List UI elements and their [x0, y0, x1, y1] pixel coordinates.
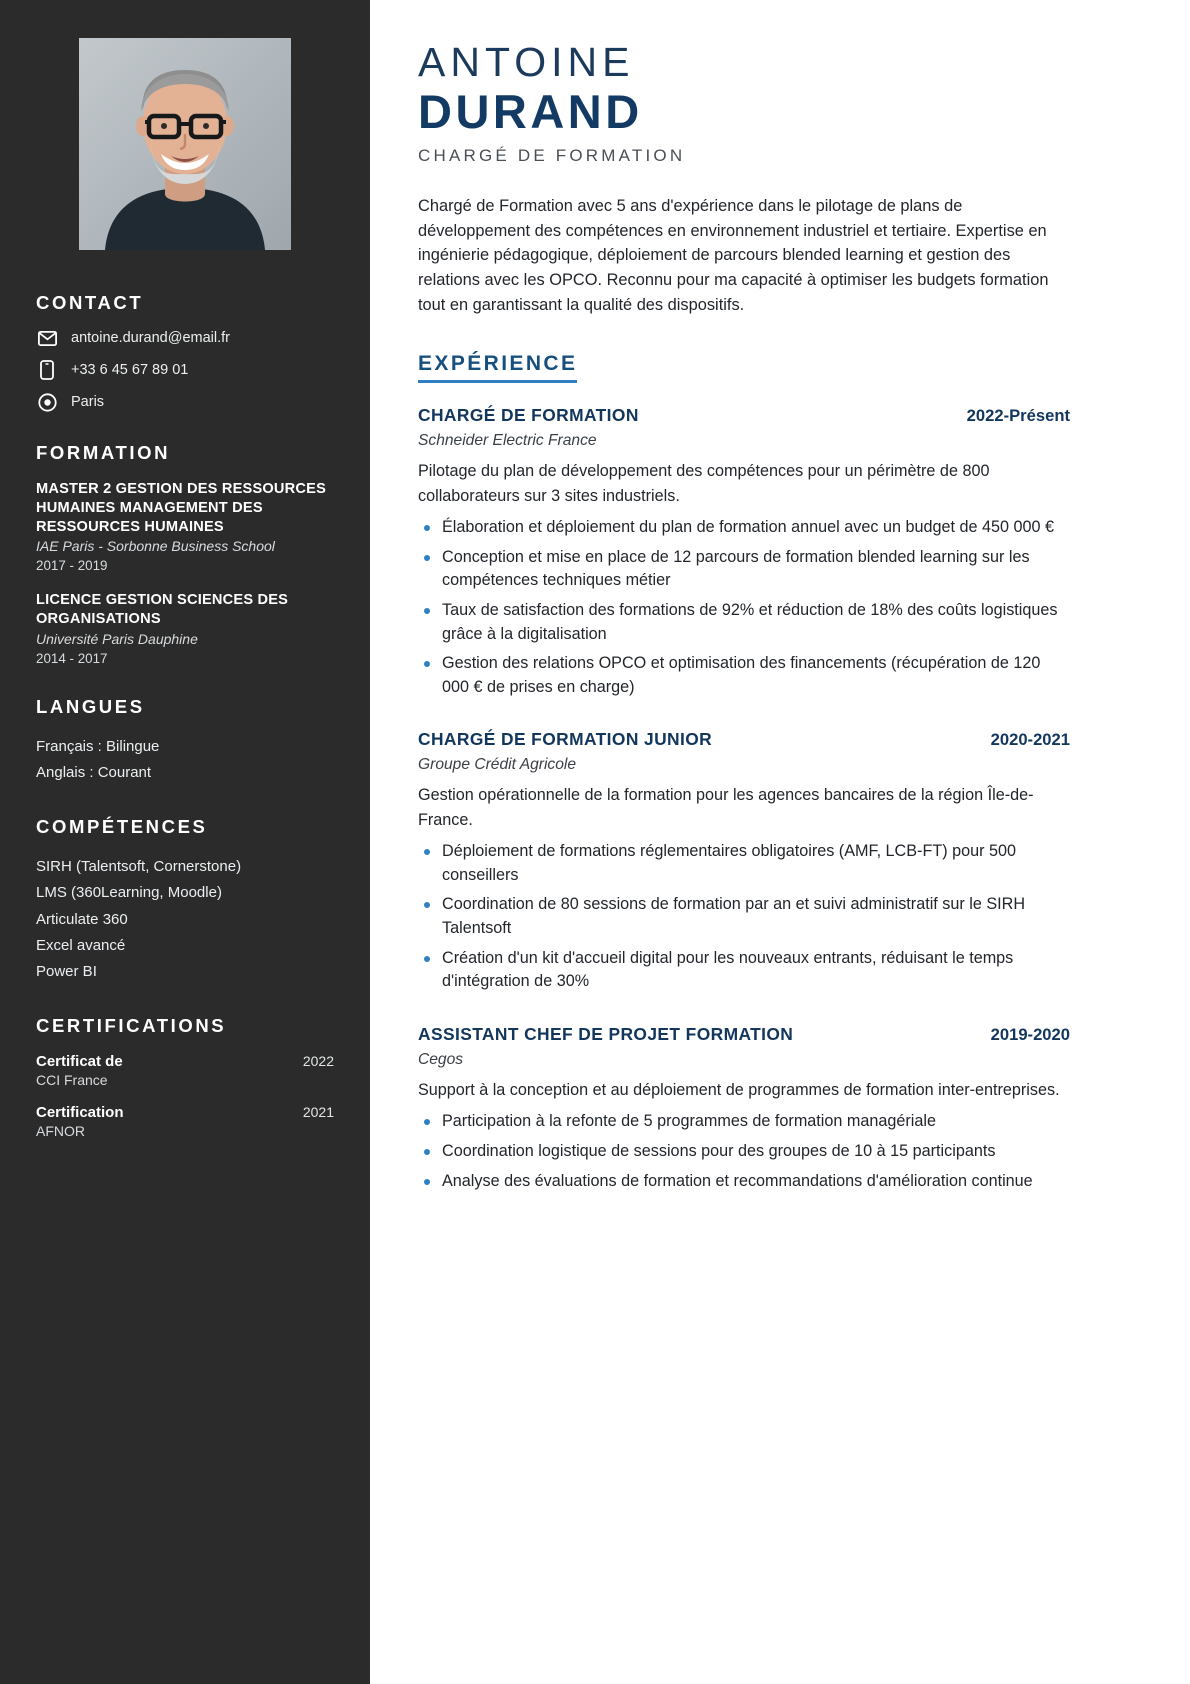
experience-dates: 2022-Présent — [966, 406, 1070, 426]
experience-bullet: Élaboration et déploiement du plan de formation annuel avec un budget de 450 000 € — [418, 516, 1070, 540]
experience-bullet: Création d'un kit d'accueil digital pour les nouveaux entrants, réduisant le temps d'intégration de 30% — [418, 947, 1070, 994]
contact-phone-value: +33 6 45 67 89 01 — [71, 361, 189, 378]
experience-bullet: Coordination logistique de sessions pour des groupes de 10 à 15 participants — [418, 1140, 1070, 1164]
contact-email[interactable] — [36, 330, 334, 347]
education-heading: FORMATION — [36, 442, 171, 464]
sidebar — [0, 0, 370, 1684]
education-section — [36, 442, 334, 665]
experience-bullet: Participation à la refonte de 5 programmes de formation managériale — [418, 1110, 1070, 1134]
experience-description: Gestion opérationnelle de la formation pour les agences bancaires de la région Île-de-France. — [418, 786, 1034, 829]
experience-role: CHARGÉ DE FORMATION JUNIOR — [418, 729, 713, 750]
certification-issuer: CCI France — [36, 1072, 108, 1089]
contact-phone[interactable] — [36, 360, 334, 380]
certifications-section — [36, 1015, 334, 1139]
contact-email-value: antoine.durand@email.fr — [71, 330, 231, 346]
skill-item: Articulate 360 — [36, 910, 128, 928]
certification-item — [36, 1104, 334, 1139]
language-item: Français : Bilingue — [36, 737, 160, 755]
experience-bullets — [418, 516, 1070, 700]
experience-role: CHARGÉ DE FORMATION — [418, 405, 639, 426]
experience-bullet: Coordination de 80 sessions de formation par an et suivi administratif sur le SIRH Talentsoft — [418, 893, 1070, 940]
education-school: Université Paris Dauphine — [36, 630, 198, 647]
experience-bullets — [418, 840, 1070, 994]
main-content — [370, 0, 1190, 1684]
certifications-heading: CERTIFICATIONS — [36, 1015, 227, 1037]
experience-item — [418, 405, 1070, 699]
experience-bullet: Analyse des évaluations de formation et recommandations d'amélioration continue — [418, 1170, 1070, 1194]
languages-heading: LANGUES — [36, 695, 145, 717]
certification-name: Certificat de — [36, 1053, 123, 1071]
education-years: 2014 - 2017 — [36, 650, 108, 666]
phone-icon — [36, 360, 58, 380]
experience-item — [418, 729, 1070, 994]
skill-item: LMS (360Learning, Moodle) — [36, 884, 222, 902]
contact-heading: CONTACT — [36, 292, 144, 313]
experience-company: Cegos — [418, 1051, 464, 1068]
education-years: 2017 - 2019 — [36, 558, 108, 574]
experience-dates: 2020-2021 — [990, 730, 1070, 750]
experience-item — [418, 1024, 1070, 1193]
certification-issuer: AFNOR — [36, 1123, 85, 1140]
certification-year: 2021 — [302, 1104, 334, 1121]
certification-name: Certification — [36, 1104, 124, 1122]
envelope-icon — [36, 331, 58, 346]
language-item: Anglais : Courant — [36, 763, 152, 781]
contact-location-value: Paris — [71, 394, 105, 411]
experience-company: Schneider Electric France — [418, 432, 597, 450]
skills-section — [36, 816, 334, 985]
experience-description: Pilotage du plan de développement des compétences pour un périmètre de 800 collaborateurs sur 3 sites industriels. — [418, 462, 990, 505]
contact-location — [36, 393, 334, 412]
skill-item: Power BI — [36, 963, 97, 981]
contact-section — [36, 292, 334, 412]
experience-bullet: Gestion des relations OPCO et optimisation des financements (récupération de 120 000 € de prises en charge) — [418, 652, 1070, 699]
skill-item: Excel avancé — [36, 936, 126, 954]
education-item — [36, 591, 334, 665]
languages-section — [36, 696, 334, 787]
education-degree: MASTER 2 GESTION DES RESSOURCES HUMAINES MANAGEMENT DES RESSOURCES HUMAINES — [36, 481, 327, 535]
certification-item — [36, 1053, 334, 1088]
experience-bullet: Taux de satisfaction des formations de 92% et réduction de 18% des coûts logistiques grâce à la digitalisation — [418, 599, 1070, 646]
experience-dates: 2019-2020 — [990, 1025, 1070, 1044]
skills-heading: COMPÉTENCES — [36, 816, 208, 838]
experience-bullet: Déploiement de formations réglementaires obligatoires (AMF, LCB-FT) pour 500 conseillers — [418, 840, 1070, 887]
page-title-first-name: ANTOINE — [418, 39, 635, 85]
skill-item: SIRH (Talentsoft, Cornerstone) — [36, 858, 242, 876]
avatar — [79, 38, 291, 250]
experience-bullets — [418, 1110, 1070, 1193]
page-title-last-name: DURAND — [418, 84, 643, 138]
headline-job-title: CHARGÉ DE FORMATION — [418, 145, 686, 165]
experience-role: ASSISTANT CHEF DE PROJET FORMATION — [418, 1024, 794, 1044]
experience-bullet: Conception et mise en place de 12 parcours de formation blended learning sur les compétences techniques métier — [418, 546, 1070, 593]
certification-year: 2022 — [302, 1053, 334, 1070]
education-degree: LICENCE GESTION SCIENCES DES ORGANISATIONS — [36, 592, 289, 627]
experience-heading: EXPÉRIENCE — [418, 352, 577, 383]
education-item — [36, 480, 334, 573]
location-pin-icon — [36, 393, 58, 412]
education-school: IAE Paris - Sorbonne Business School — [36, 538, 275, 555]
experience-description: Support à la conception et au déploiement de programmes de formation inter-entreprises. — [418, 1081, 1060, 1099]
profile-summary: Chargé de Formation avec 5 ans d'expérience dans le pilotage de plans de développement des compétences en environnement industriel et tertiaire. Expertise en ingénierie pédagogique, déploiement de parcours blended learning et gestion des relations avec les OPCO. Reconnu pour ma capacité à optimiser les budgets formation tout en garantissant la qualité des dispositifs. — [418, 196, 1049, 315]
experience-company: Groupe Crédit Agricole — [418, 756, 577, 774]
profile-photo-illustration — [79, 38, 291, 250]
